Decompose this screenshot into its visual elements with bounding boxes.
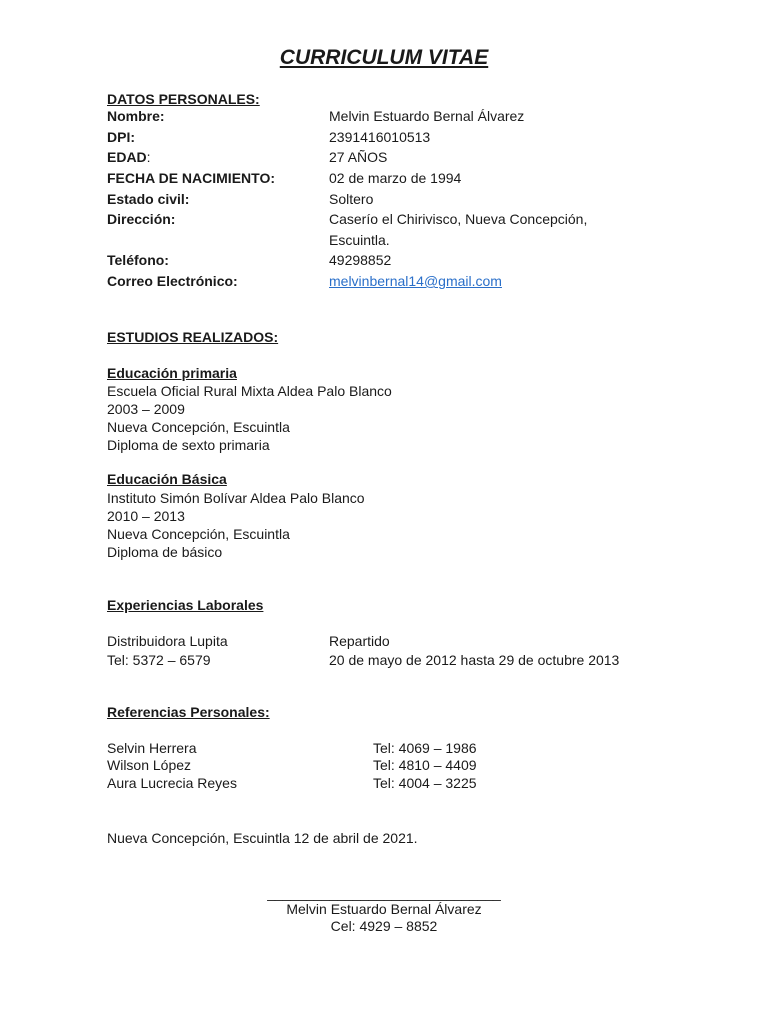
field-row-name [107,108,707,128]
field-row-email [107,273,707,293]
field-label-suffix: : [146,149,151,165]
reference-phone: Tel: 4069 – 1986 [373,740,477,756]
reference-row [107,740,607,758]
detail-line: Diploma de básico [107,544,223,560]
studies-heading: ESTUDIOS REALIZADOS: [107,329,279,345]
field-row-age [107,149,707,169]
field-label: Correo Electrónico: [107,273,238,289]
field-label: Estado civil: [107,191,190,207]
field-row-address [107,211,707,253]
field-row-phone [107,252,707,272]
field-label: Nombre: [107,108,165,124]
primary-education-heading: Educación primaria [107,365,237,381]
work-role: Repartido [329,633,390,649]
signature-name: Melvin Estuardo Bernal Álvarez [286,901,482,917]
field-value-line2: Escuintla. [329,232,390,248]
work-period: 20 de mayo de 2012 hasta 29 de octubre 2013 [329,652,620,668]
field-label: FECHA DE NACIMIENTO: [107,170,275,186]
field-label-text: EDAD [107,149,147,165]
field-value: Melvin Estuardo Bernal Álvarez [329,108,525,124]
email-link[interactable]: melvinbernal14@gmail.com [329,273,502,289]
field-label [107,149,151,165]
field-value: Soltero [329,191,374,207]
reference-row [107,775,607,793]
personal-data-heading: DATOS PERSONALES: [107,91,260,107]
field-value: 49298852 [329,252,392,268]
work-company: Distribuidora Lupita [107,633,228,649]
detail-line: 2003 – 2009 [107,401,185,417]
reference-name: Wilson López [107,757,192,773]
field-row-dpi [107,129,707,149]
basic-education-details [107,489,365,561]
detail-line: Nueva Concepción, Escuintla [107,526,290,542]
reference-phone: Tel: 4004 – 3225 [373,775,477,791]
detail-line: Nueva Concepción, Escuintla [107,419,290,435]
field-label: DPI: [107,129,135,145]
reference-row [107,757,607,775]
reference-name: Aura Lucrecia Reyes [107,775,237,791]
field-label: Dirección: [107,211,176,227]
detail-line: 2010 – 2013 [107,508,185,524]
page-title: CURRICULUM VITAE [279,46,489,69]
detail-line: Escuela Oficial Rural Mixta Aldea Palo Blanco [107,383,392,399]
signature-phone: Cel: 4929 – 8852 [330,918,438,934]
field-value: 02 de marzo de 1994 [329,170,462,186]
field-value: 27 AÑOS [329,149,388,165]
field-value: Caserío el Chirivisco, Nueva Concepción, [329,211,588,227]
primary-education-details [107,382,392,454]
place-date: Nueva Concepción, Escuintla 12 de abril de 2021. [107,830,418,846]
detail-line: Instituto Simón Bolívar Aldea Palo Blanco [107,490,365,506]
reference-phone: Tel: 4810 – 4409 [373,757,477,773]
work-experience-heading: Experiencias Laborales [107,597,264,613]
reference-name: Selvin Herrera [107,740,197,756]
signature-line: ______________________________ [267,885,501,901]
work-phone: Tel: 5372 – 6579 [107,652,211,668]
field-value: 2391416010513 [329,129,431,145]
field-row-birthdate [107,170,707,190]
basic-education-heading: Educación Básica [107,471,227,487]
field-label: Teléfono: [107,252,169,268]
field-row-civil-status [107,191,707,211]
references-heading: Referencias Personales: [107,704,270,720]
detail-line: Diploma de sexto primaria [107,437,270,453]
